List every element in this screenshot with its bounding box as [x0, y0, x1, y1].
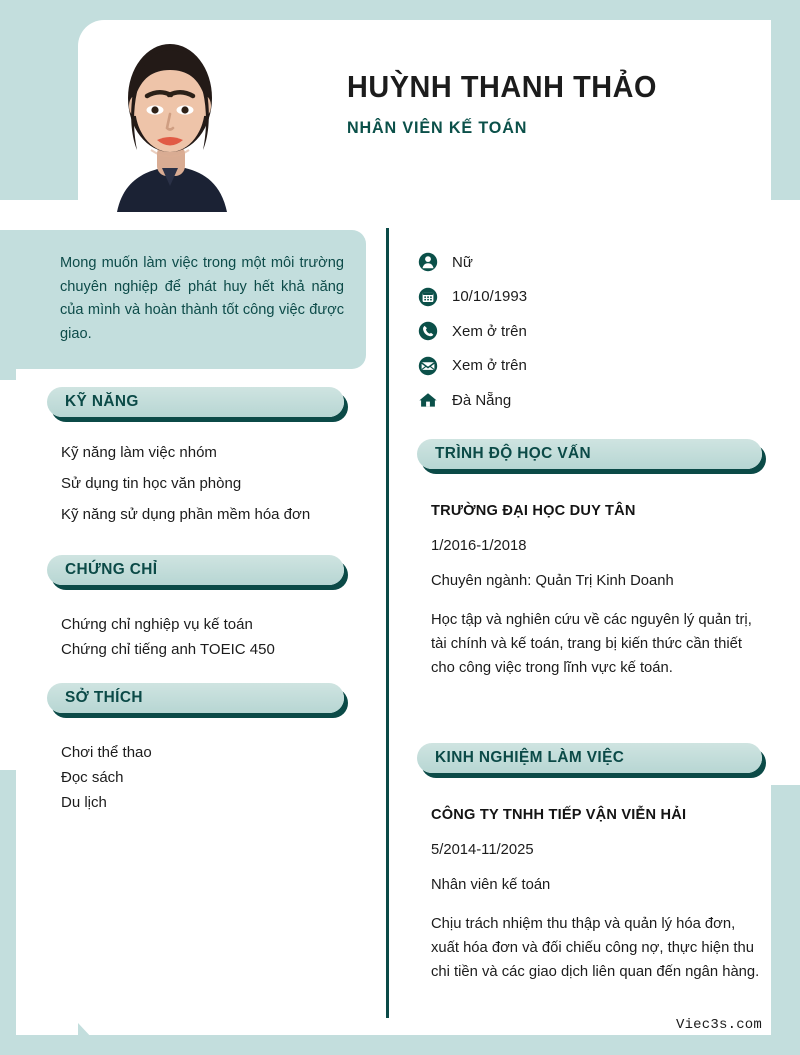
list-item: Đọc sách — [61, 769, 124, 787]
hobbies-list — [61, 742, 152, 818]
experience-entry — [431, 807, 763, 984]
list-item: Du lịch — [61, 794, 107, 812]
section-title-hobbies: SỞ THÍCH — [65, 689, 143, 706]
list-item: Kỹ năng sử dụng phần mềm hóa đơn — [61, 506, 311, 523]
section-header-skills — [47, 387, 344, 417]
education-major: Chuyên ngành: Quản Trị Kinh Doanh — [431, 573, 674, 589]
contact-value-birthdate: 10/10/1993 — [452, 288, 528, 306]
experience-period: 5/2014-11/2025 — [431, 842, 534, 858]
section-header-experience — [417, 743, 762, 773]
contact-row-email — [418, 349, 748, 384]
bottom-accent-bar — [0, 1035, 800, 1055]
contact-row-address — [418, 383, 748, 418]
section-header-certificates — [47, 555, 344, 585]
list-item: Sử dụng tin học văn phòng — [61, 475, 242, 492]
left-accent-bar-bottom — [0, 770, 16, 1035]
contact-info-list — [418, 245, 748, 418]
envelope-icon — [418, 356, 438, 376]
calendar-icon — [418, 287, 438, 307]
skills-list — [61, 444, 310, 537]
candidate-name: HUỲNH THANH THẢO — [347, 69, 658, 104]
section-title-education: TRÌNH ĐỘ HỌC VẤN — [435, 445, 592, 462]
list-item: Chứng chỉ tiếng anh TOEIC 450 — [61, 641, 275, 659]
experience-role: Nhân viên kế toán — [431, 877, 551, 893]
education-school: TRƯỜNG ĐẠI HỌC DUY TÂN — [431, 503, 636, 519]
phone-icon — [418, 321, 438, 341]
profile-photo — [99, 26, 241, 212]
right-accent-bar — [771, 785, 800, 1035]
section-title-skills: KỸ NĂNG — [65, 393, 139, 410]
contact-row-phone — [418, 314, 748, 349]
experience-company: CÔNG TY TNHH TIẾP VẬN VIỄN HẢI — [431, 807, 687, 823]
contact-row-gender — [418, 245, 748, 280]
footer-watermark: Viec3s.com — [675, 1017, 762, 1033]
education-description: Học tập và nghiên cứu về các nguyên lý quản trị, tài chính và kế toán, trang bị kiến thức cần thiết cho công việc trong lĩnh vực kế toán. — [431, 612, 752, 677]
experience-description: Chịu trách nhiệm thu thập và quản lý hóa đơn, xuất hóa đơn và đối chiếu công nợ, thực hiện thu chi tiền và các giao dịch liên quan đến ngân hàng. — [431, 916, 760, 981]
home-icon — [418, 390, 438, 410]
contact-value-gender: Nữ — [452, 253, 473, 271]
section-header-hobbies — [47, 683, 344, 713]
section-title-certificates: CHỨNG CHỈ — [65, 561, 158, 578]
contact-value-phone: Xem ở trên — [452, 322, 527, 340]
candidate-job-title: NHÂN VIÊN KẾ TOÁN — [347, 118, 528, 137]
list-item: Chơi thể thao — [61, 744, 152, 761]
education-entry — [431, 503, 763, 680]
education-period: 1/2016-1/2018 — [431, 538, 527, 554]
contact-value-address: Đà Nẵng — [452, 391, 512, 409]
column-divider — [386, 228, 389, 1018]
section-title-experience: KINH NGHIỆM LÀM VIỆC — [435, 749, 625, 766]
list-item: Chứng chỉ nghiệp vụ kế toán — [61, 616, 253, 633]
contact-value-email: Xem ở trên — [452, 357, 527, 375]
list-item: Kỹ năng làm việc nhóm — [61, 444, 217, 461]
career-objective: Mong muốn làm việc trong một môi trường chuyên nghiệp để phát huy hết khả năng của mình và hoàn thành tốt công việc được giao. — [0, 230, 366, 369]
certificates-list — [61, 614, 275, 664]
section-header-education — [417, 439, 762, 469]
contact-row-birthdate — [418, 280, 748, 315]
person-icon — [418, 252, 438, 272]
